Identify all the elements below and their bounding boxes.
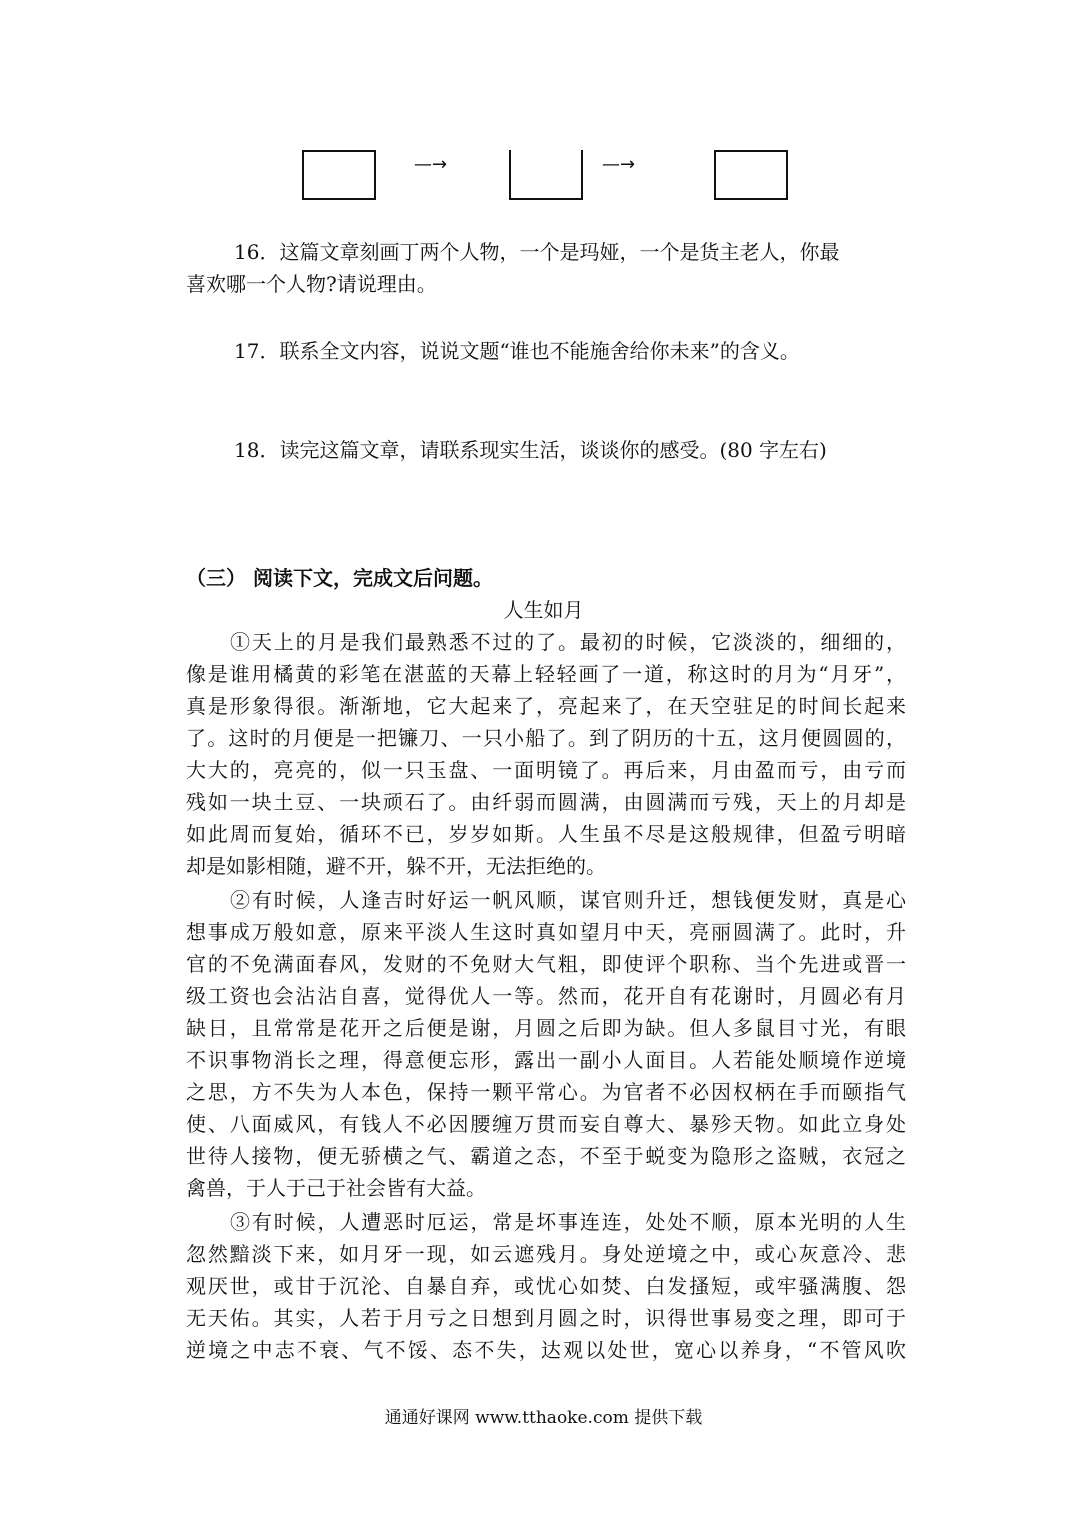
paragraph-line: 禽兽，于人于己于社会皆有大益。 — [186, 1176, 486, 1200]
question-17-text: 17．联系全文内容，说说文题“谁也不能施舍给你未来”的含义。 — [234, 339, 800, 363]
paragraph-line: 大大的，亮亮的，似一只玉盘、一面明镜了。再后来，月由盈而亏，由亏而 — [186, 758, 906, 782]
paragraph-line: 却是如影相随，避不开，躲不开，无法拒绝的。 — [186, 854, 606, 878]
paragraph-line: 官的不免满面春风，发财的不免财大气粗，即使评个职称、当个先进或晋一 — [186, 952, 906, 976]
section-heading: （三） 阅读下文，完成文后问题。 — [186, 566, 493, 590]
paragraph-3 — [186, 1206, 906, 1366]
paragraph-line: ③有时候，人遭恶时厄运，常是坏事连连，处处不顺，原本光明的人生 — [230, 1210, 906, 1234]
paragraph-line: 缺日，且常常是花开之后便是谢，月圆之后即为缺。但人多鼠目寸光，有眼 — [186, 1016, 906, 1040]
paragraph-1 — [186, 626, 906, 882]
paragraph-line: 了。这时的月便是一把镰刀、一只小船了。到了阴历的十五，这月便圆圆的， — [186, 726, 906, 750]
question-16 — [186, 236, 906, 300]
paragraph-line: ②有时候，人逢吉时好运一帆风顺，谋官则升迁，想钱便发财，真是心 — [230, 888, 906, 912]
question-17 — [186, 335, 906, 367]
paragraph-line: 观厌世，或甘于沉沦、自暴自弃，或忧心如焚、白发搔短，或牢骚满腹、怨 — [186, 1274, 906, 1298]
essay-title: 人生如月 — [503, 598, 584, 622]
flow-diagram — [0, 150, 1087, 206]
page-footer: 通通好课网 www.tthaoke.com 提供下载 — [384, 1408, 703, 1428]
paragraph-line: 忽然黯淡下来，如月牙一现，如云遮残月。身处逆境之中，或心灰意冷、悲 — [186, 1242, 906, 1266]
paragraph-line: 残如一块土豆、一块顽石了。由纤弱而圆满，由圆满而亏残，天上的月却是 — [186, 790, 906, 814]
question-18 — [186, 434, 906, 466]
paragraph-line: 如此周而复始，循环不已，岁岁如斯。人生虽不尽是这般规律，但盈亏明暗 — [186, 822, 906, 846]
flow-arrow-1: —→ — [414, 154, 448, 175]
paragraph-line: 像是谁用橘黄的彩笔在湛蓝的天幕上轻轻画了一道，称这时的月为“月牙”， — [186, 662, 906, 686]
question-16-line2: 喜欢哪一个人物?请说理由。 — [186, 272, 437, 296]
flow-blank-box-2 — [509, 150, 583, 200]
paragraph-line: 之思，方不失为人本色，保持一颗平常心。为官者不必因权柄在手而颐指气 — [186, 1080, 906, 1104]
paragraph-2 — [186, 884, 906, 1204]
paragraph-line: 逆境之中志不衰、气不馁、态不失，达观以处世，宽心以养身，“不管风吹 — [186, 1338, 906, 1362]
paragraph-line: 不识事物消长之理，得意便忘形，露出一副小人面目。人若能处顺境作逆境 — [186, 1048, 906, 1072]
paragraph-line: 想事成万般如意，原来平淡人生这时真如望月中天，亮丽圆满了。此时，升 — [186, 920, 906, 944]
paragraph-line: 无天佑。其实，人若于月亏之日想到月圆之时，识得世事易变之理，即可于 — [186, 1306, 906, 1330]
paragraph-line: 世待人接物，便无骄横之气、霸道之态，不至于蜕变为隐形之盗贼，衣冠之 — [186, 1144, 906, 1168]
paragraph-line: ①天上的月是我们最熟悉不过的了。最初的时候，它淡淡的，细细的， — [230, 630, 906, 654]
paragraph-line: 真是形象得很。渐渐地，它大起来了，亮起来了，在天空驻足的时间长起来 — [186, 694, 906, 718]
flow-blank-box-1 — [302, 150, 376, 200]
flow-blank-box-3 — [714, 150, 788, 200]
paragraph-line: 使、八面威风，有钱人不必因腰缠万贯而妄自尊大、暴殄天物。如此立身处 — [186, 1112, 906, 1136]
question-18-text: 18．读完这篇文章，请联系现实生活，谈谈你的感受。(80 字左右) — [234, 438, 827, 462]
flow-arrow-2: —→ — [602, 154, 636, 175]
question-16-line1: 16．这篇文章刻画丁两个人物，一个是玛娅，一个是货主老人，你最 — [234, 240, 840, 264]
paragraph-line: 级工资也会沾沾自喜，觉得优人一等。然而，花开自有花谢时，月圆必有月 — [186, 984, 906, 1008]
